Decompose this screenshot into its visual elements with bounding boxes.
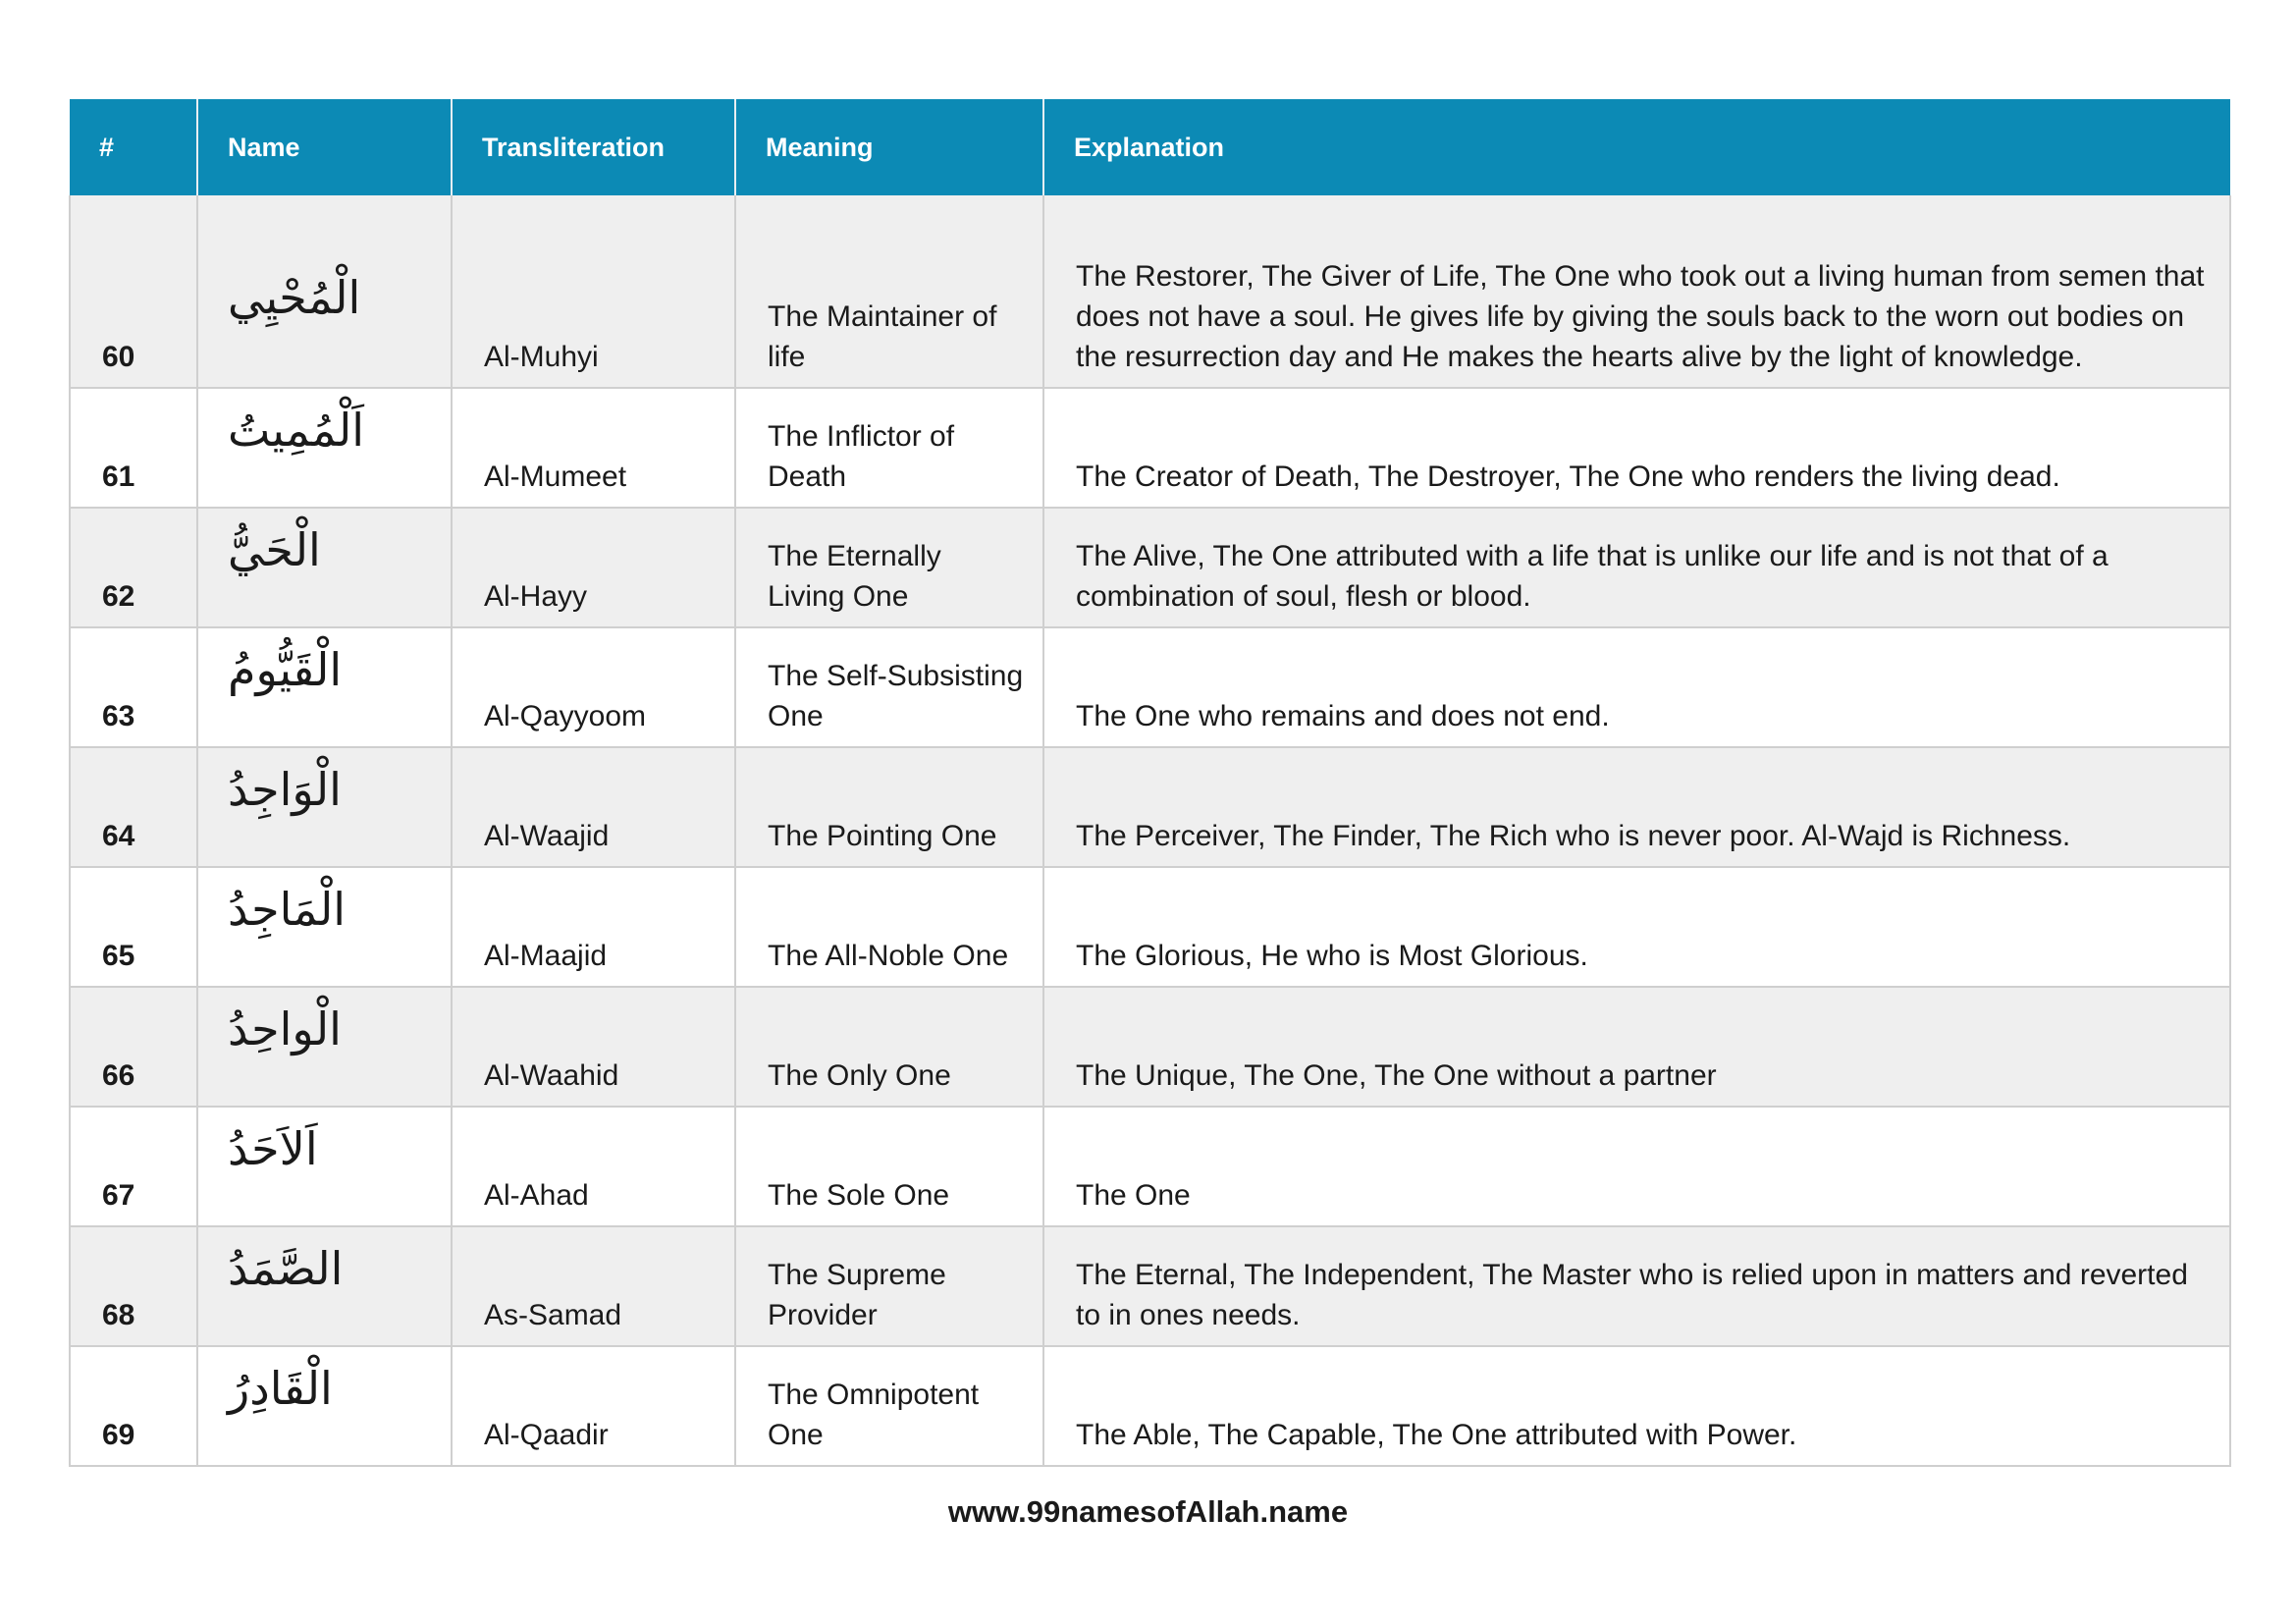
transliteration-cell: Al-Waahid xyxy=(452,987,735,1107)
footer-url: www.99namesofAllah.name xyxy=(947,1494,1349,1529)
table-row xyxy=(70,1346,2230,1466)
header-name: Name xyxy=(197,99,452,195)
header-transliteration: Transliteration xyxy=(452,99,735,195)
arabic-name: اَلاَحَدُ xyxy=(228,1122,318,1175)
table-row xyxy=(70,1107,2230,1226)
explanation-cell: The Glorious, He who is Most Glorious. xyxy=(1043,867,2230,987)
header-row xyxy=(70,99,2230,195)
transliteration-cell: Al-Mumeet xyxy=(452,388,735,508)
arabic-name: الْوَاجِدُ xyxy=(228,763,342,816)
row-number: 68 xyxy=(70,1226,197,1346)
row-number: 66 xyxy=(70,987,197,1107)
transliteration-cell: Al-Qaadir xyxy=(452,1346,735,1466)
explanation-cell: The One xyxy=(1043,1107,2230,1226)
row-number: 65 xyxy=(70,867,197,987)
meaning-cell: The Omnipotent One xyxy=(735,1346,1043,1466)
table-row xyxy=(70,195,2230,388)
meaning-cell: The All-Noble One xyxy=(735,867,1043,987)
arabic-name: الْمُحْيِي xyxy=(228,271,361,324)
row-number: 67 xyxy=(70,1107,197,1226)
transliteration-cell: Al-Hayy xyxy=(452,508,735,627)
table-header xyxy=(70,99,2230,195)
meaning-cell: The Inflictor of Death xyxy=(735,388,1043,508)
arabic-name: الْمَاجِدُ xyxy=(228,883,346,936)
meaning-cell: The Supreme Provider xyxy=(735,1226,1043,1346)
table-row xyxy=(70,747,2230,867)
arabic-name: الْقَادِرُ xyxy=(228,1362,333,1415)
names-table-container xyxy=(69,99,2229,1467)
explanation-cell: The Restorer, The Giver of Life, The One who took out a living human from semen that does not have a soul. He gives life by giving the souls back to the worn out bodies on the resurrection day and He makes the hearts alive by the light of knowledge. xyxy=(1043,195,2230,388)
transliteration-cell: Al-Maajid xyxy=(452,867,735,987)
row-number: 60 xyxy=(70,195,197,388)
transliteration-cell: As-Samad xyxy=(452,1226,735,1346)
header-number: # xyxy=(70,99,197,195)
name-cell xyxy=(197,388,452,508)
arabic-name: الْواحِدُ xyxy=(228,1002,342,1056)
meaning-cell: The Sole One xyxy=(735,1107,1043,1226)
transliteration-cell: Al-Qayyoom xyxy=(452,627,735,747)
transliteration-cell: Al-Waajid xyxy=(452,747,735,867)
name-cell xyxy=(197,1346,452,1466)
name-cell xyxy=(197,867,452,987)
arabic-name: الصَّمَدُ xyxy=(228,1242,344,1295)
transliteration-cell: Al-Ahad xyxy=(452,1107,735,1226)
row-number: 63 xyxy=(70,627,197,747)
explanation-cell: The Unique, The One, The One without a partner xyxy=(1043,987,2230,1107)
table-row xyxy=(70,508,2230,627)
header-explanation: Explanation xyxy=(1043,99,2230,195)
meaning-cell: The Maintainer of life xyxy=(735,195,1043,388)
arabic-name: الْقَيُّومُ xyxy=(228,643,343,696)
arabic-name: الْحَيُّ xyxy=(228,523,321,576)
table-body xyxy=(70,195,2230,1466)
explanation-cell: The Eternal, The Independent, The Master who is relied upon in matters and reverted to in ones needs. xyxy=(1043,1226,2230,1346)
name-cell xyxy=(197,1226,452,1346)
table-row xyxy=(70,627,2230,747)
header-meaning: Meaning xyxy=(735,99,1043,195)
row-number: 64 xyxy=(70,747,197,867)
name-cell xyxy=(197,195,452,388)
arabic-name: اَلْمُمِيتُ xyxy=(228,404,365,457)
row-number: 62 xyxy=(70,508,197,627)
explanation-cell: The Perceiver, The Finder, The Rich who is never poor. Al-Wajd is Richness. xyxy=(1043,747,2230,867)
explanation-cell: The Able, The Capable, The One attributed with Power. xyxy=(1043,1346,2230,1466)
meaning-cell: The Pointing One xyxy=(735,747,1043,867)
row-number: 61 xyxy=(70,388,197,508)
explanation-cell: The Alive, The One attributed with a life that is unlike our life and is not that of a combination of soul, flesh or blood. xyxy=(1043,508,2230,627)
row-number: 69 xyxy=(70,1346,197,1466)
name-cell xyxy=(197,987,452,1107)
name-cell xyxy=(197,747,452,867)
table-row xyxy=(70,867,2230,987)
names-table xyxy=(69,99,2231,1467)
name-cell xyxy=(197,508,452,627)
table-row xyxy=(70,987,2230,1107)
transliteration-cell: Al-Muhyi xyxy=(452,195,735,388)
explanation-cell: The One who remains and does not end. xyxy=(1043,627,2230,747)
meaning-cell: The Eternally Living One xyxy=(735,508,1043,627)
meaning-cell: The Only One xyxy=(735,987,1043,1107)
table-row xyxy=(70,388,2230,508)
meaning-cell: The Self-Subsisting One xyxy=(735,627,1043,747)
explanation-cell: The Creator of Death, The Destroyer, The One who renders the living dead. xyxy=(1043,388,2230,508)
name-cell xyxy=(197,1107,452,1226)
name-cell xyxy=(197,627,452,747)
table-row xyxy=(70,1226,2230,1346)
